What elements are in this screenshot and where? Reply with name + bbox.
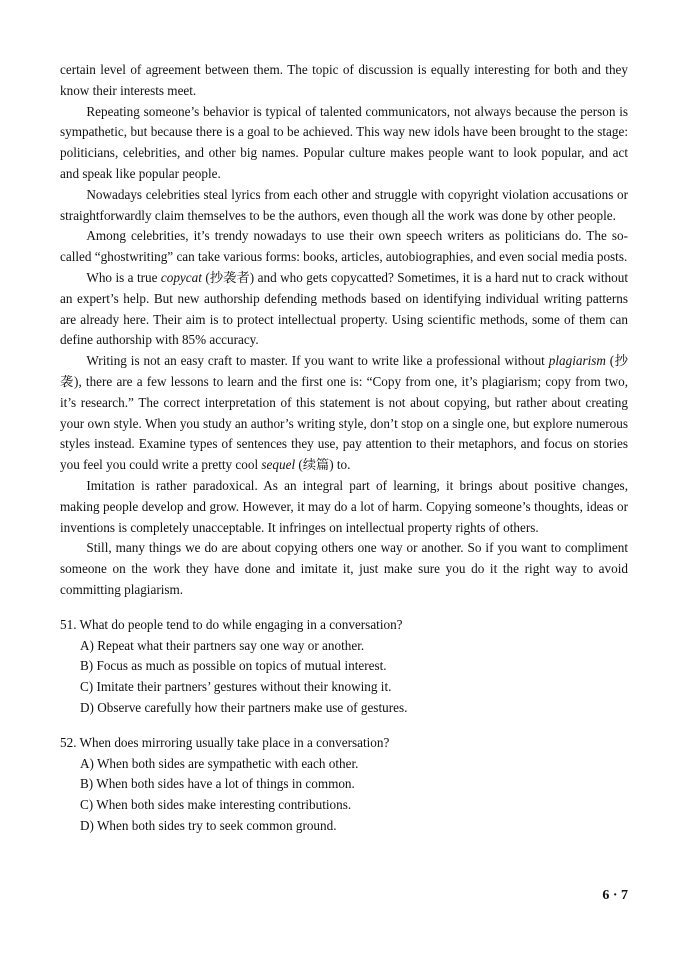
passage-paragraph — [60, 268, 628, 351]
paragraph-text: Writing is not an easy craft to master. If you want to write like a professional without — [86, 353, 549, 369]
question-stem: 52. When does mirroring usually take place in a conversation? — [60, 734, 390, 750]
question-item — [60, 615, 628, 719]
answer-option: A) Repeat what their partners say one way or another. — [80, 637, 365, 653]
paragraph-text: Among celebrities, it’s trendy nowadays to use their own speech writers as politicians do. The so-called “ghostwriting” can take various forms: books, articles, autobiographies, and even social media posts. — [60, 228, 628, 265]
question-stem: 51. What do people tend to do while engaging in a conversation? — [60, 616, 403, 632]
paragraph-text: Imitation is rather paradoxical. As an integral part of learning, it brings about positive changes, making people develop and grow. However, it may do a lot of harm. Copying someone’s thoughts, ideas or inventions is completely unacceptable. It infringes on intellectual property rights of others. — [60, 477, 628, 535]
paragraph-text: (抄袭), there are a few lessons to learn and the first one is: “Copy from one, it’s plagiarism; copy from two, it’s research.” The correct interpretation of this statement is not about copying, but rather about creating your own style. When you study an author’s writing style, don’t stop on a single one, but explore numerous styles instead. Examine types of sentences they use, pay attention to their metaphors, and focus on stories you feel you could write a pretty cool — [60, 353, 628, 473]
paragraph-text: Repeating someone’s behavior is typical of talented communicators, not always because the person is sympathetic, but because there is a goal to be achieved. This way new idols have been brought to the stage: politicians, celebrities, and other big names. Popular culture makes people want to look popular, and act and speak like popular people. — [60, 103, 628, 181]
passage-paragraph — [60, 538, 628, 600]
answer-option: A) When both sides are sympathetic with each other. — [80, 755, 359, 771]
italic-term: copycat — [160, 269, 202, 285]
passage-paragraph — [60, 226, 628, 268]
paragraph-text: Still, many things we do are about copying others one way or another. So if you want to compliment someone on the work they have done and imitate it, just make sure you do it the right way to avoid committing plagiarism. — [60, 540, 628, 597]
passage-paragraph — [60, 60, 628, 102]
answer-option: B) Focus as much as possible on topics of mutual interest. — [80, 658, 387, 674]
passage-paragraph — [60, 102, 628, 185]
question-item — [60, 733, 628, 837]
passage-paragraph — [60, 351, 628, 476]
paragraph-text: certain level of agreement between them. The topic of discussion is equally interesting for both and they know their interests meet. — [60, 62, 628, 98]
answer-option: B) When both sides have a lot of things in common. — [80, 776, 355, 792]
answer-option: D) Observe carefully how their partners make use of gestures. — [80, 699, 408, 715]
paragraph-text: (续篇) to. — [295, 457, 351, 473]
paragraph-text: Nowadays celebrities steal lyrics from each other and struggle with copyright violation accusations or straightforwardly claim themselves to be the authors, even though all the work was done by other people. — [60, 186, 628, 223]
question-list — [60, 615, 628, 837]
answer-option: C) When both sides make interesting contributions. — [80, 797, 352, 813]
italic-term: plagiarism — [548, 353, 606, 369]
passage-paragraph — [60, 185, 628, 227]
answer-option: C) Imitate their partners’ gestures without their knowing it. — [80, 679, 392, 695]
italic-term: sequel — [261, 457, 296, 473]
answer-option: D) When both sides try to seek common ground. — [80, 817, 337, 833]
passage-text — [60, 60, 628, 851]
page-number: 6 · 7 — [602, 888, 628, 903]
paragraph-text: Who is a true — [86, 269, 161, 285]
passage-paragraph — [60, 476, 628, 538]
passage-paragraphs — [60, 60, 628, 601]
paragraph-text: (抄袭者) and who gets copycatted? Sometimes, it is a hard nut to crack without an expert’s help. But new authorship defending methods based on identifying individual writing patterns are already here. Their aim is to protect intellectual property. Using scientific methods, some of them can define authorship with 85% accuracy. — [60, 269, 628, 348]
